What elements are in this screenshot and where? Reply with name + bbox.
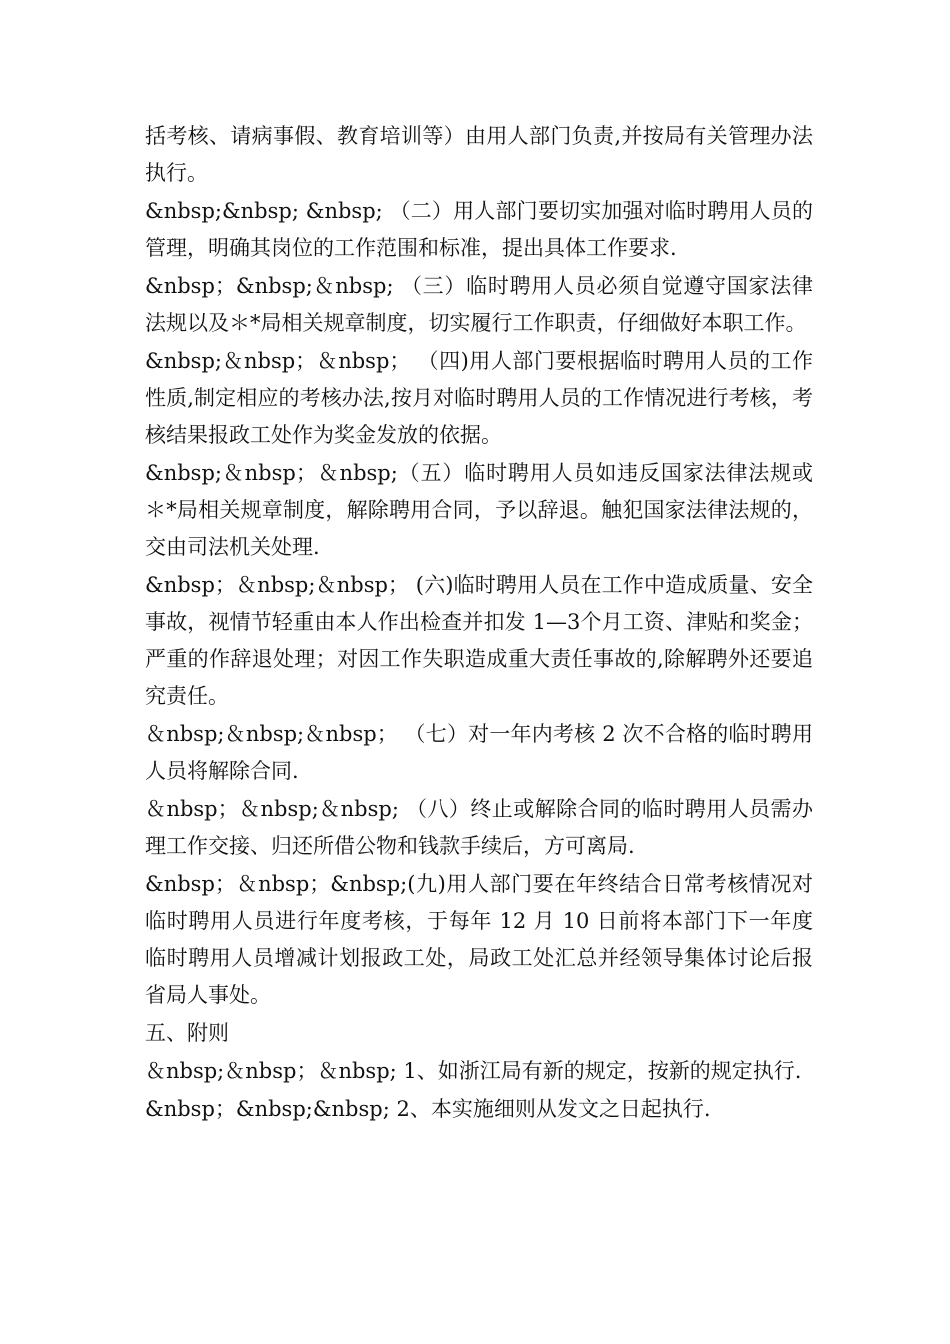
paragraph-7: ＆nbsp;＆nbsp;＆nbsp； （七）对一年内考核 2 次不合格的临时聘用人员将解除合同. [145,722,813,783]
document-page [145,118,813,1129]
paragraph-9: &nbsp；＆nbsp；&nbsp;(九)用人部门要在年终结合日常考核情况对临时聘用人员进行年度考核，于每年 12 月 10 日前将本部门下一年度临时聘用人员增减计划报政工处，局政工处汇总并经领导集体讨论后报省局人事处。 [145,872,813,1007]
paragraph-8: ＆nbsp；＆nbsp;＆nbsp; （八）终止或解除合同的临时聘用人员需办理工作交接、归还所借公物和钱款手续后，方可离局. [145,797,813,858]
paragraph-11: ＆nbsp;＆nbsp；＆nbsp; 1、如浙江局有新的规定，按新的规定执行. [145,1059,802,1083]
section-heading-appendix: 五、附则 [145,1021,229,1045]
paragraph-3: &nbsp；&nbsp;＆nbsp; （三）临时聘用人员必须自觉遵守国家法律法规以及＊*局相关规章制度，切实履行工作职责，仔细做好本职工作。 [145,274,813,335]
paragraph-2: &nbsp;&nbsp; &nbsp; （二）用人部门要切实加强对临时聘用人员的管理，明确其岗位的工作范围和标准，提出具体工作要求. [145,199,813,260]
paragraph-6: &nbsp；＆nbsp;＆nbsp； (六)临时聘用人员在工作中造成质量、安全事故，视情节轻重由本人作出检查并扣发 1—3个月工资、津贴和奖金；严重的作辞退处理；对因工作失职造成重大责任事故的,除解聘外还要追究责任。 [145,573,813,708]
paragraph-4: &nbsp;＆nbsp；＆nbsp； （四)用人部门要根据临时聘用人员的工作性质,制定相应的考核办法,按月对临时聘用人员的工作情况进行考核，考核结果报政工处作为奖金发放的依据。 [145,349,813,447]
paragraph-12: &nbsp；&nbsp;&nbsp; 2、本实施细则从发文之日起执行. [145,1097,711,1121]
paragraph-5: &nbsp;＆nbsp；＆nbsp;（五）临时聘用人员如违反国家法律法规或＊*局相关规章制度，解除聘用合同，予以辞退。触犯国家法律法规的，交由司法机关处理. [145,461,813,559]
paragraph-1: 括考核、请病事假、教育培训等）由用人部门负责,并按局有关管理办法执行。 [145,124,813,185]
